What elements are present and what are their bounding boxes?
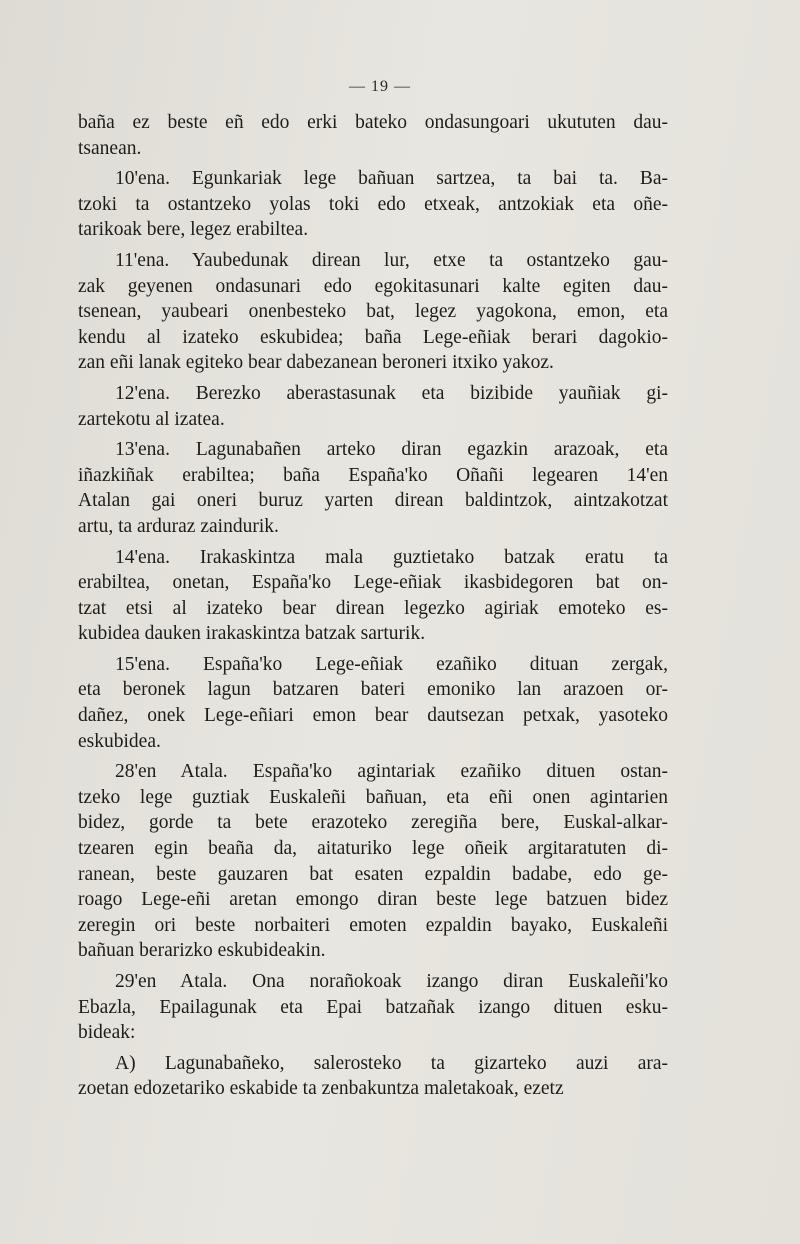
page-number: — 19 —: [349, 78, 411, 95]
text-line: roago Lege-eñi aretan emongo diran beste lege batzuen bidez: [78, 889, 668, 911]
text-line: 28'en Atala. España'ko agintariak ezañiko dituen ostan-: [115, 761, 668, 783]
paragraph: [78, 437, 668, 539]
paragraph: [78, 166, 668, 243]
paragraph: [78, 652, 668, 754]
text-line: kubidea dauken irakaskintza batzak sarturik.: [78, 623, 426, 645]
text-line: 29'en Atala. Ona norañokoak izango diran Euskaleñi'ko: [115, 971, 668, 992]
text-line: 15'ena. España'ko Lege-eñiak ezañiko dituan zergak,: [115, 653, 668, 675]
paragraph: [78, 381, 668, 432]
text-line: tsanean.: [78, 137, 142, 159]
body-text: [78, 110, 668, 1102]
text-line: 13'ena. Lagunabañen arteko diran egazkin arazoak, eta: [115, 439, 668, 461]
paragraph: [78, 110, 668, 161]
text-line: Atalan gai oneri buruz yarten direan baldintzok, aintzakotzat: [78, 490, 668, 512]
text-line: 11'ena. Yaubedunak direan lur, etxe ta ostantzeko gau-: [115, 249, 668, 271]
text-line: eta beronek lagun batzaren bateri emoniko lan arazoen or-: [78, 679, 668, 701]
text-line: zan eñi lanak egiteko bear dabezanean beroneri itxiko yakoz.: [78, 352, 554, 374]
text-line: eskubidea.: [78, 730, 161, 752]
text-line: kendu al izateko eskubidea; baña Lege-eñiak berari dagokio-: [78, 326, 668, 348]
text-line: tsenean, yaubeari onenbesteko bat, legez yagokona, emon, eta: [78, 301, 668, 323]
text-line: 12'ena. Berezko aberastasunak eta bizibide yauñiak gi-: [115, 382, 668, 404]
text-line: artu, ta arduraz zaindurik.: [78, 515, 279, 537]
text-line: tzearen egin beaña da, aitaturiko lege oñeik argitaratuten di-: [78, 838, 668, 860]
text-line: bidez, gorde ta bete erazoteko zeregiña bere, Euskal-alkar-: [78, 812, 668, 834]
paragraph: [78, 248, 668, 376]
text-line: baña ez beste eñ edo erki bateko ondasungoari ukututen dau-: [78, 112, 668, 133]
text-line: bideak:: [78, 1022, 136, 1044]
text-line: tzeko lege guztiak Euskaleñi bañuan, eta eñi onen agintarien: [78, 786, 668, 808]
text-line: iñazkiñak erabiltea; baña España'ko Oñañi legearen 14'en: [78, 464, 668, 486]
text-line: bañuan berarizko eskubideakin.: [78, 940, 326, 962]
text-line: dañez, onek Lege-eñiari emon bear dautsezan petxak, yasoteko: [78, 705, 668, 727]
text-line: A) Lagunabañeko, salerosteko ta gizarteko auzi ara-: [115, 1052, 668, 1074]
text-line: erabiltea, onetan, España'ko Lege-eñiak ikasbidegoren bat on-: [78, 572, 668, 594]
text-line: 10'ena. Egunkariak lege bañuan sartzea, ta bai ta. Ba-: [115, 168, 668, 190]
paragraph: [78, 969, 668, 1046]
text-line: 14'ena. Irakaskintza mala guztietako batzak eratu ta: [115, 546, 668, 568]
paragraph: [78, 759, 668, 964]
paragraph: [78, 545, 668, 647]
text-line: tzat etsi al izateko bear direan legezko agiriak emoteko es-: [78, 597, 668, 619]
text-line: zeregin ori beste norbaiteri emoten ezpaldin bayako, Euskaleñi: [78, 914, 668, 936]
text-line: zartekotu al izatea.: [78, 408, 225, 430]
text-line: Ebazla, Epailagunak eta Epai batzañak izango dituen esku-: [78, 996, 668, 1018]
text-line: tzoki ta ostantzeko yolas toki edo etxeak, antzokiak eta oñe-: [78, 193, 668, 215]
text-line: ranean, beste gauzaren bat esaten ezpaldin badabe, edo ge-: [78, 863, 668, 885]
text-line: tarikoak bere, legez erabiltea.: [78, 219, 309, 241]
text-line: zoetan edozetariko eskabide ta zenbakuntza maletakoak, ezetz: [78, 1078, 564, 1100]
text-line: zak geyenen ondasunari edo egokitasunari kalte egiten dau-: [78, 275, 668, 297]
paragraph: [78, 1051, 668, 1102]
